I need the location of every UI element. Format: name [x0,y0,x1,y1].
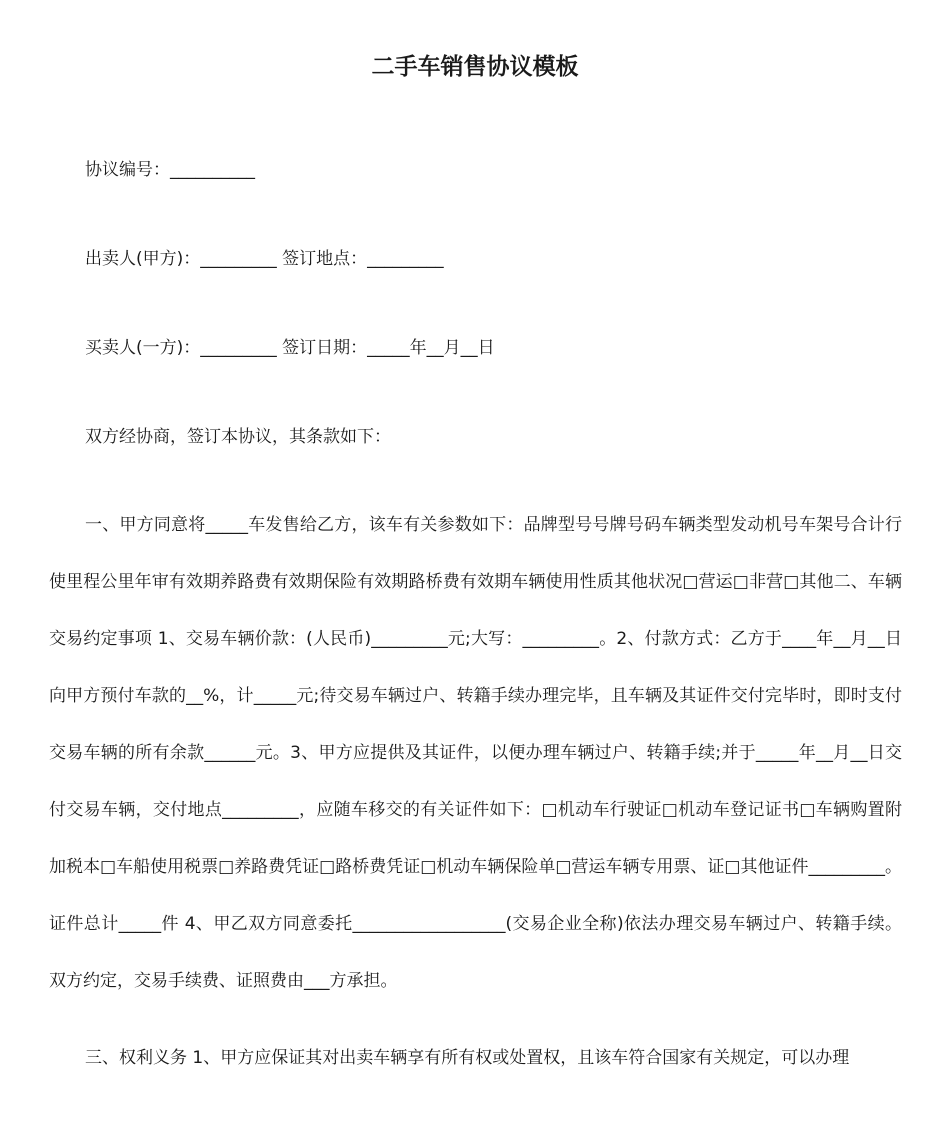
intro-paragraph: 双方经协商，签订本协议，其条款如下： [85,427,391,447]
agreement-number-line: 协议编号：__________ [85,160,255,180]
clause-paragraph-3: 三、权利义务 1、甲方应保证其对出卖车辆享有所有权或处置权，且该车符合国家有关规定，可以办理 [85,1048,850,1068]
seller-and-signing-place-line: 出卖人(甲方)：_________ 签订地点：_________ [85,249,444,269]
buyer-and-signing-date-line: 买卖人(一方)：_________ 签订日期：_____年__月__日 [85,338,495,358]
document-title: 二手车销售协议模板 [371,54,579,80]
clause-paragraph-1-2: 一、甲方同意将_____车发售给乙方，该车有关参数如下：品牌型号号牌号码车辆类型发动机号车架号合计行使里程公里年审有效期养路费有效期保险有效期路桥费有效期车辆使用性质其他状况□营运□非营□其他二、车辆交易约定事项 1、交易车辆价款：(人民币)_________元;大写：_________。2、付款方式：乙方于____年__月__日向甲方预付车款的__%，计_____元;待交易车辆过户、转籍手续办理完毕，且车辆及其证件交付完毕时，即时支付交易车辆的所有余款______元。3、甲方应提供及其证件，以便办理车辆过户、转籍手续;并于_____年__月__日交付交易车辆，交付地点_________，应随车移交的有关证件如下：□机动车行驶证□机动车登记证书□车辆购置附加税本□车船使用税票□养路费凭证□路桥费凭证□机动车辆保险单□营运车辆专用票、证□其他证件_________。证件总计_____件 4、甲乙双方同意委托__________________(交易企业全称)依法办理交易车辆过户、转籍手续。双方约定，交易手续费、证照费由___方承担。 [49,515,902,991]
